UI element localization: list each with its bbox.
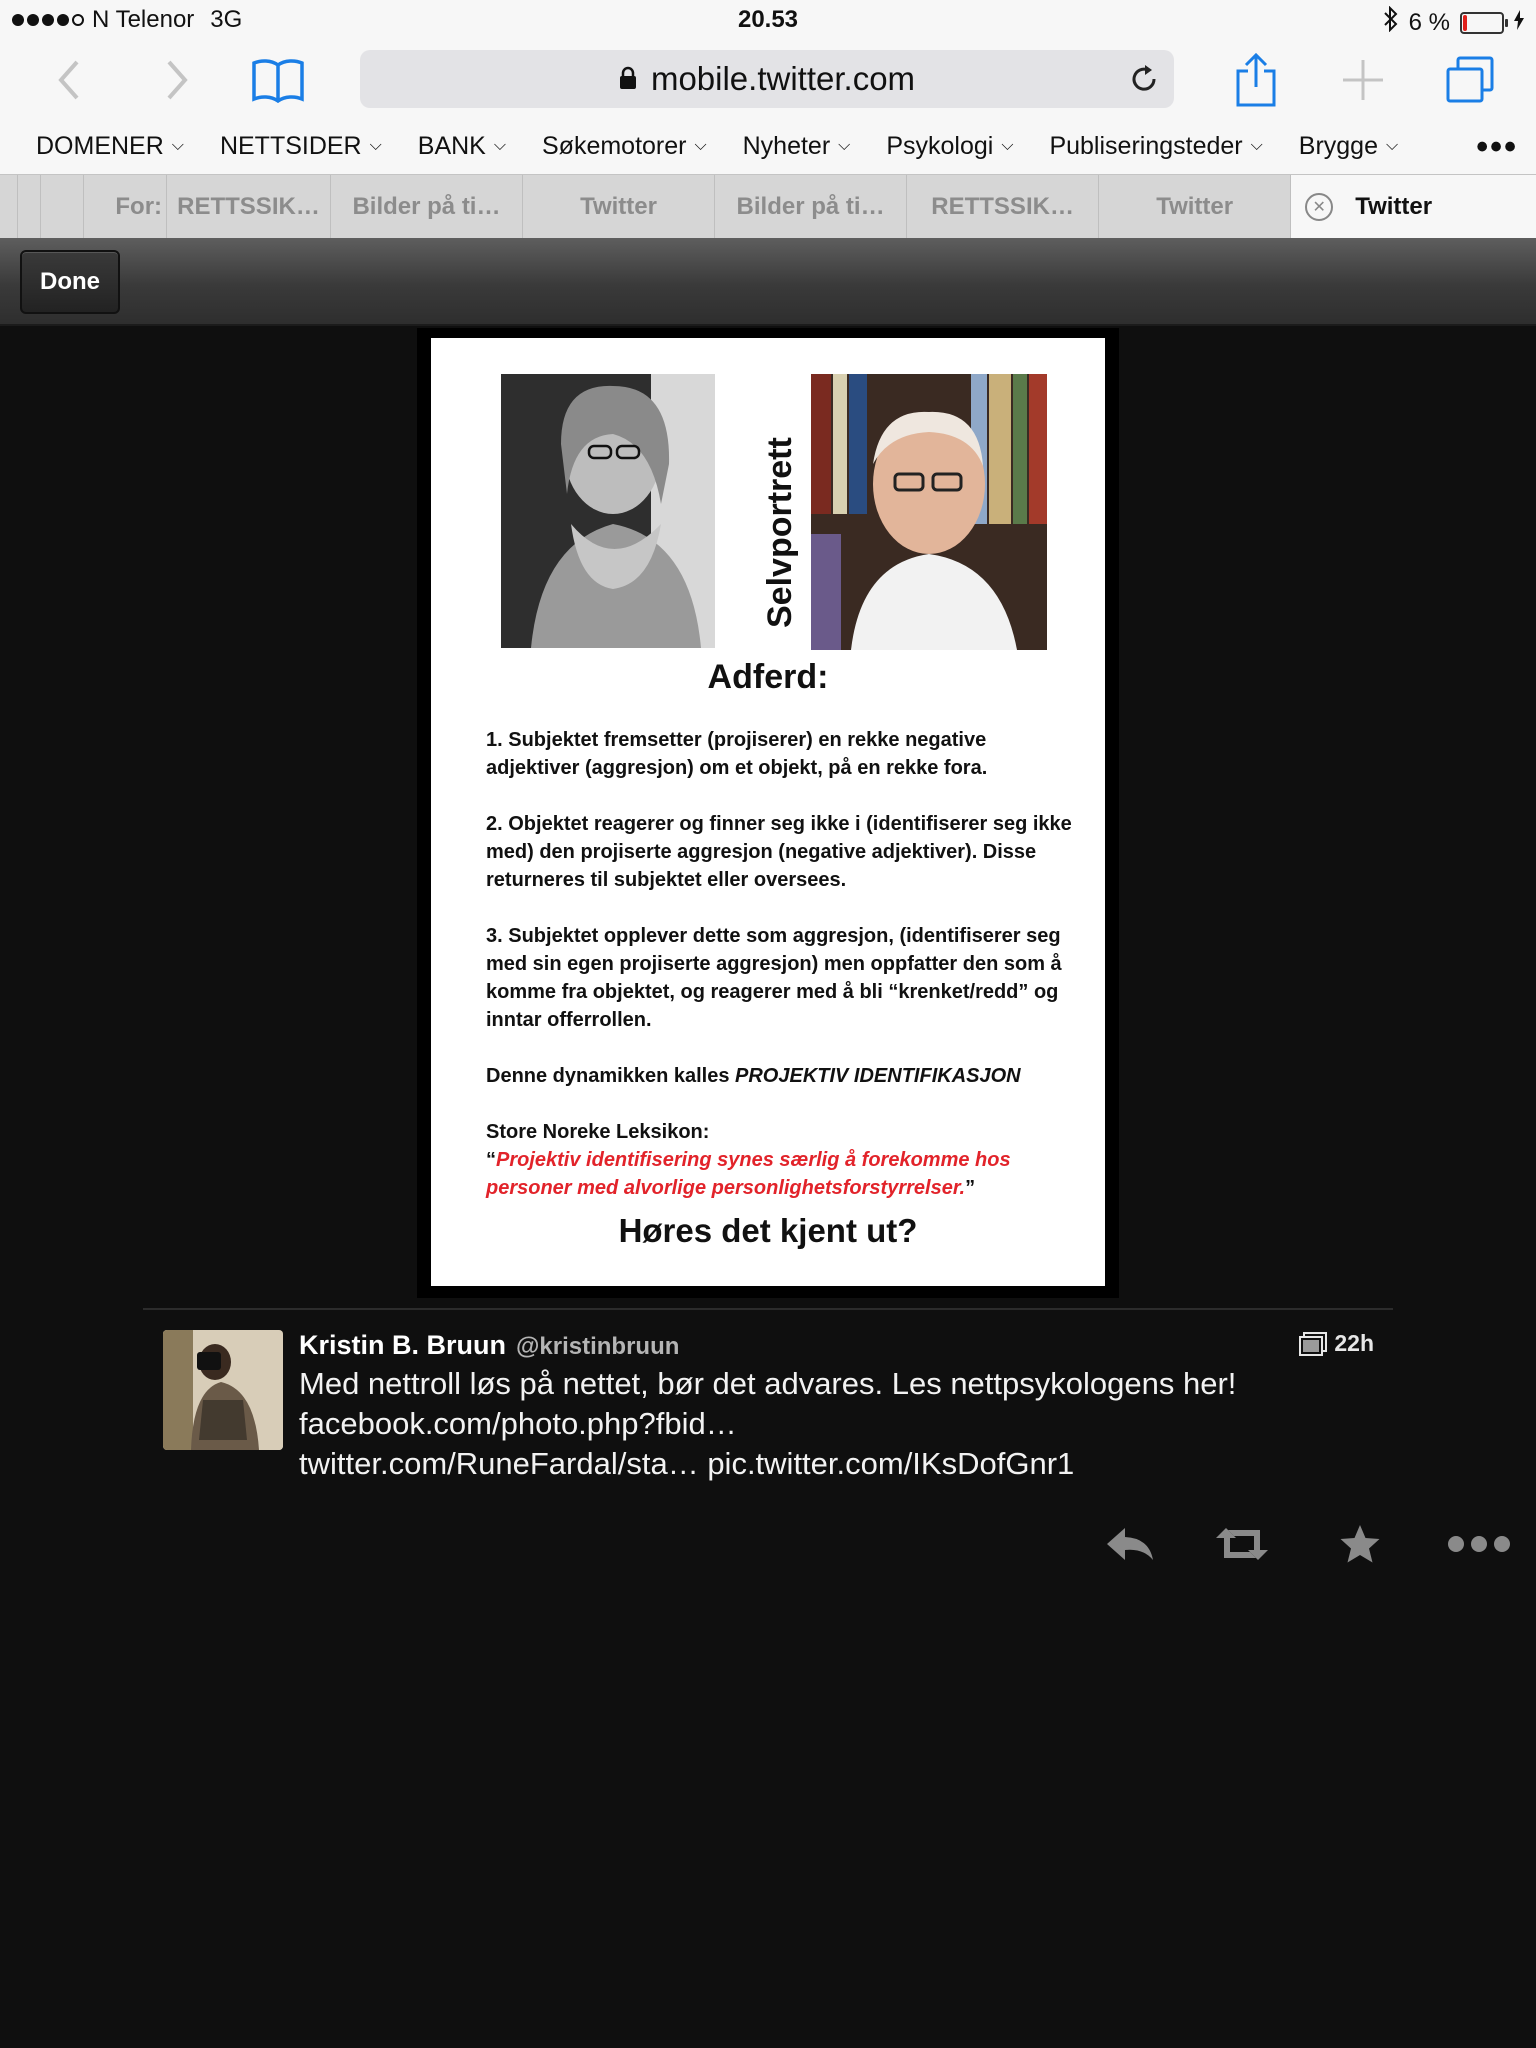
charging-icon (1514, 9, 1524, 37)
new-tab-button[interactable] (1335, 52, 1391, 108)
reply-icon (1105, 1524, 1155, 1564)
retweet-button[interactable] (1212, 1516, 1272, 1572)
reload-icon[interactable] (1128, 63, 1160, 103)
close-tab-icon[interactable]: ✕ (1305, 193, 1333, 221)
star-icon (1338, 1523, 1382, 1565)
tweet-timestamp: 22h (1298, 1330, 1374, 1357)
poster-point-3: 3. Subjektet opplever dette som aggresjon, (identifiserer seg med sin egen projiserte aggresjon) men oppfatter den som å komme fra objektet, og reagerer med å bli “krenket/redd” og inntar offerrollen. (486, 925, 1062, 1031)
tab-item[interactable]: Bilder på ti… (331, 175, 523, 239)
tab-stack-stub[interactable] (41, 175, 85, 239)
bookmarks-button[interactable] (250, 52, 306, 108)
gallery-icon (1298, 1331, 1328, 1357)
poster-closing: Høres det kjent ut? (618, 1212, 918, 1249)
favorite-button[interactable] (1330, 1516, 1390, 1572)
network-type: 3G (210, 6, 243, 33)
tweet-image[interactable] (417, 328, 1119, 1298)
plus-icon (1341, 58, 1385, 102)
tweet-actions (1100, 1516, 1520, 1572)
poster-definition: Denne dynamikken kalles PROJEKTIV IDENTIFIKASJON (486, 1065, 1021, 1087)
chevron-right-icon (161, 58, 191, 102)
chevron-down-icon: ⌵ (1250, 137, 1263, 154)
clock: 20.53 (737, 6, 799, 33)
bookmark-folder-brygge[interactable]: Brygge ⌵ (1298, 131, 1399, 160)
bookmark-folder-publiseringsteder[interactable]: Publiseringsteder ⌵ (1049, 131, 1263, 160)
divider (143, 1308, 1393, 1310)
status-right (1383, 6, 1524, 39)
chevron-down-icon: ⌵ (369, 137, 382, 154)
photo-viewer-bar (0, 238, 1536, 326)
bookmark-folder-bank[interactable]: BANK ⌵ (417, 131, 506, 160)
tab-item[interactable]: Twitter (523, 175, 715, 239)
poster-quote-text: Projektiv identifisering synes særlig å forekomme hos personer med alvorlige personlighetsforstyrrelser. (486, 1149, 1011, 1199)
bookmark-folder-sokemotorer[interactable]: Søkemotorer ⌵ (542, 131, 707, 160)
bluetooth-icon (1383, 6, 1399, 39)
chevron-down-icon: ⌵ (493, 137, 506, 154)
chevron-left-icon (55, 58, 85, 102)
tab-bar (0, 174, 1536, 239)
avatar[interactable] (163, 1330, 283, 1450)
retweet-icon (1212, 1524, 1272, 1564)
poster-heading: Adferd: (707, 658, 829, 696)
poster-point-2: 2. Objektet reagerer og finner seg ikke i (identifiserer seg ikke med) den projiserte aggresjon (negative adjektiver). Disse returneres til subjektet eller oversees. (486, 813, 1072, 891)
share-button[interactable] (1228, 52, 1284, 108)
tabs-overview-button[interactable] (1442, 52, 1498, 108)
tweet-text (299, 1364, 1399, 1484)
tab-item[interactable]: Bilder på ti… (715, 175, 907, 239)
poster-side-title: Selvportrett (761, 437, 799, 628)
portrait-photo-woman (501, 374, 715, 648)
tab-item[interactable]: RETTSSIK… (167, 175, 331, 239)
share-icon (1234, 53, 1278, 107)
poster-point-1: 1. Subjektet fremsetter (projiserer) en rekke negative adjektiver (aggresjon) om et objekt, på en rekke fora. (486, 729, 988, 779)
back-button[interactable] (42, 52, 98, 108)
more-bookmarks-icon[interactable]: ••• (1476, 128, 1518, 166)
tabs-icon (1444, 55, 1496, 105)
carrier-name: N Telenor (92, 6, 195, 33)
bookmark-folder-domener[interactable]: DOMENER ⌵ (36, 131, 184, 160)
battery-icon (1460, 12, 1504, 34)
tweet-author-name[interactable]: Kristin B. Bruun (299, 1330, 506, 1360)
poster-source: Store Noreke Leksikon: (486, 1121, 710, 1143)
tab-item[interactable]: Twitter (1099, 175, 1291, 239)
bookmark-folder-nyheter[interactable]: Nyheter ⌵ (742, 131, 851, 160)
tweet-author-handle[interactable]: @kristinbruun (516, 1333, 680, 1360)
tab-item-active[interactable]: ✕ Twitter (1291, 175, 1536, 239)
tab-stack-stub[interactable] (18, 175, 40, 239)
chevron-down-icon: ⌵ (694, 137, 707, 154)
bookmark-folder-nettsider[interactable]: NETTSIDER ⌵ (219, 131, 382, 160)
lock-icon (619, 60, 637, 98)
chevron-down-icon: ⌵ (838, 137, 851, 154)
chevron-down-icon: ⌵ (171, 137, 184, 154)
bookmarks-bar (0, 118, 1536, 174)
status-bar (0, 0, 1536, 42)
reply-button[interactable] (1100, 1516, 1160, 1572)
tab-item[interactable]: For: (84, 175, 167, 239)
tab-item[interactable]: RETTSSIK… (907, 175, 1099, 239)
tab-stack-stub[interactable] (0, 175, 18, 239)
done-button[interactable]: Done (20, 250, 120, 314)
tweet-link[interactable]: twitter.com/RuneFardal/sta… pic.twitter.com/IKsDofGnr1 (299, 1446, 1075, 1481)
url-text: mobile.twitter.com (650, 60, 916, 97)
browser-toolbar (0, 42, 1536, 118)
chevron-down-icon: ⌵ (1385, 137, 1399, 154)
bookmark-folder-psykologi[interactable]: Psykologi ⌵ (886, 131, 1014, 160)
tweet-header (299, 1330, 1374, 1361)
book-icon (251, 57, 305, 103)
forward-button[interactable] (148, 52, 204, 108)
portrait-photo-man (811, 374, 1047, 650)
tweet-text-line: Med nettroll løs på nettet, bør det advares. Les nettpsykologens her! (299, 1366, 1237, 1401)
battery-percent: 6 % (1408, 8, 1450, 36)
poster (431, 338, 1105, 1286)
address-bar[interactable] (360, 50, 1174, 108)
chevron-down-icon: ⌵ (1001, 137, 1014, 154)
tweet-link[interactable]: facebook.com/photo.php?fbid… (299, 1406, 737, 1441)
more-actions-button[interactable] (1442, 1516, 1516, 1572)
poster-quote: “Projektiv identifisering synes særlig å forekomme hos personer med alvorlige personlighetsforstyrrelser.” (486, 1149, 1011, 1199)
more-dots-icon (1446, 1534, 1512, 1554)
poster-term: PROJEKTIV IDENTIFIKASJON (735, 1065, 1021, 1087)
